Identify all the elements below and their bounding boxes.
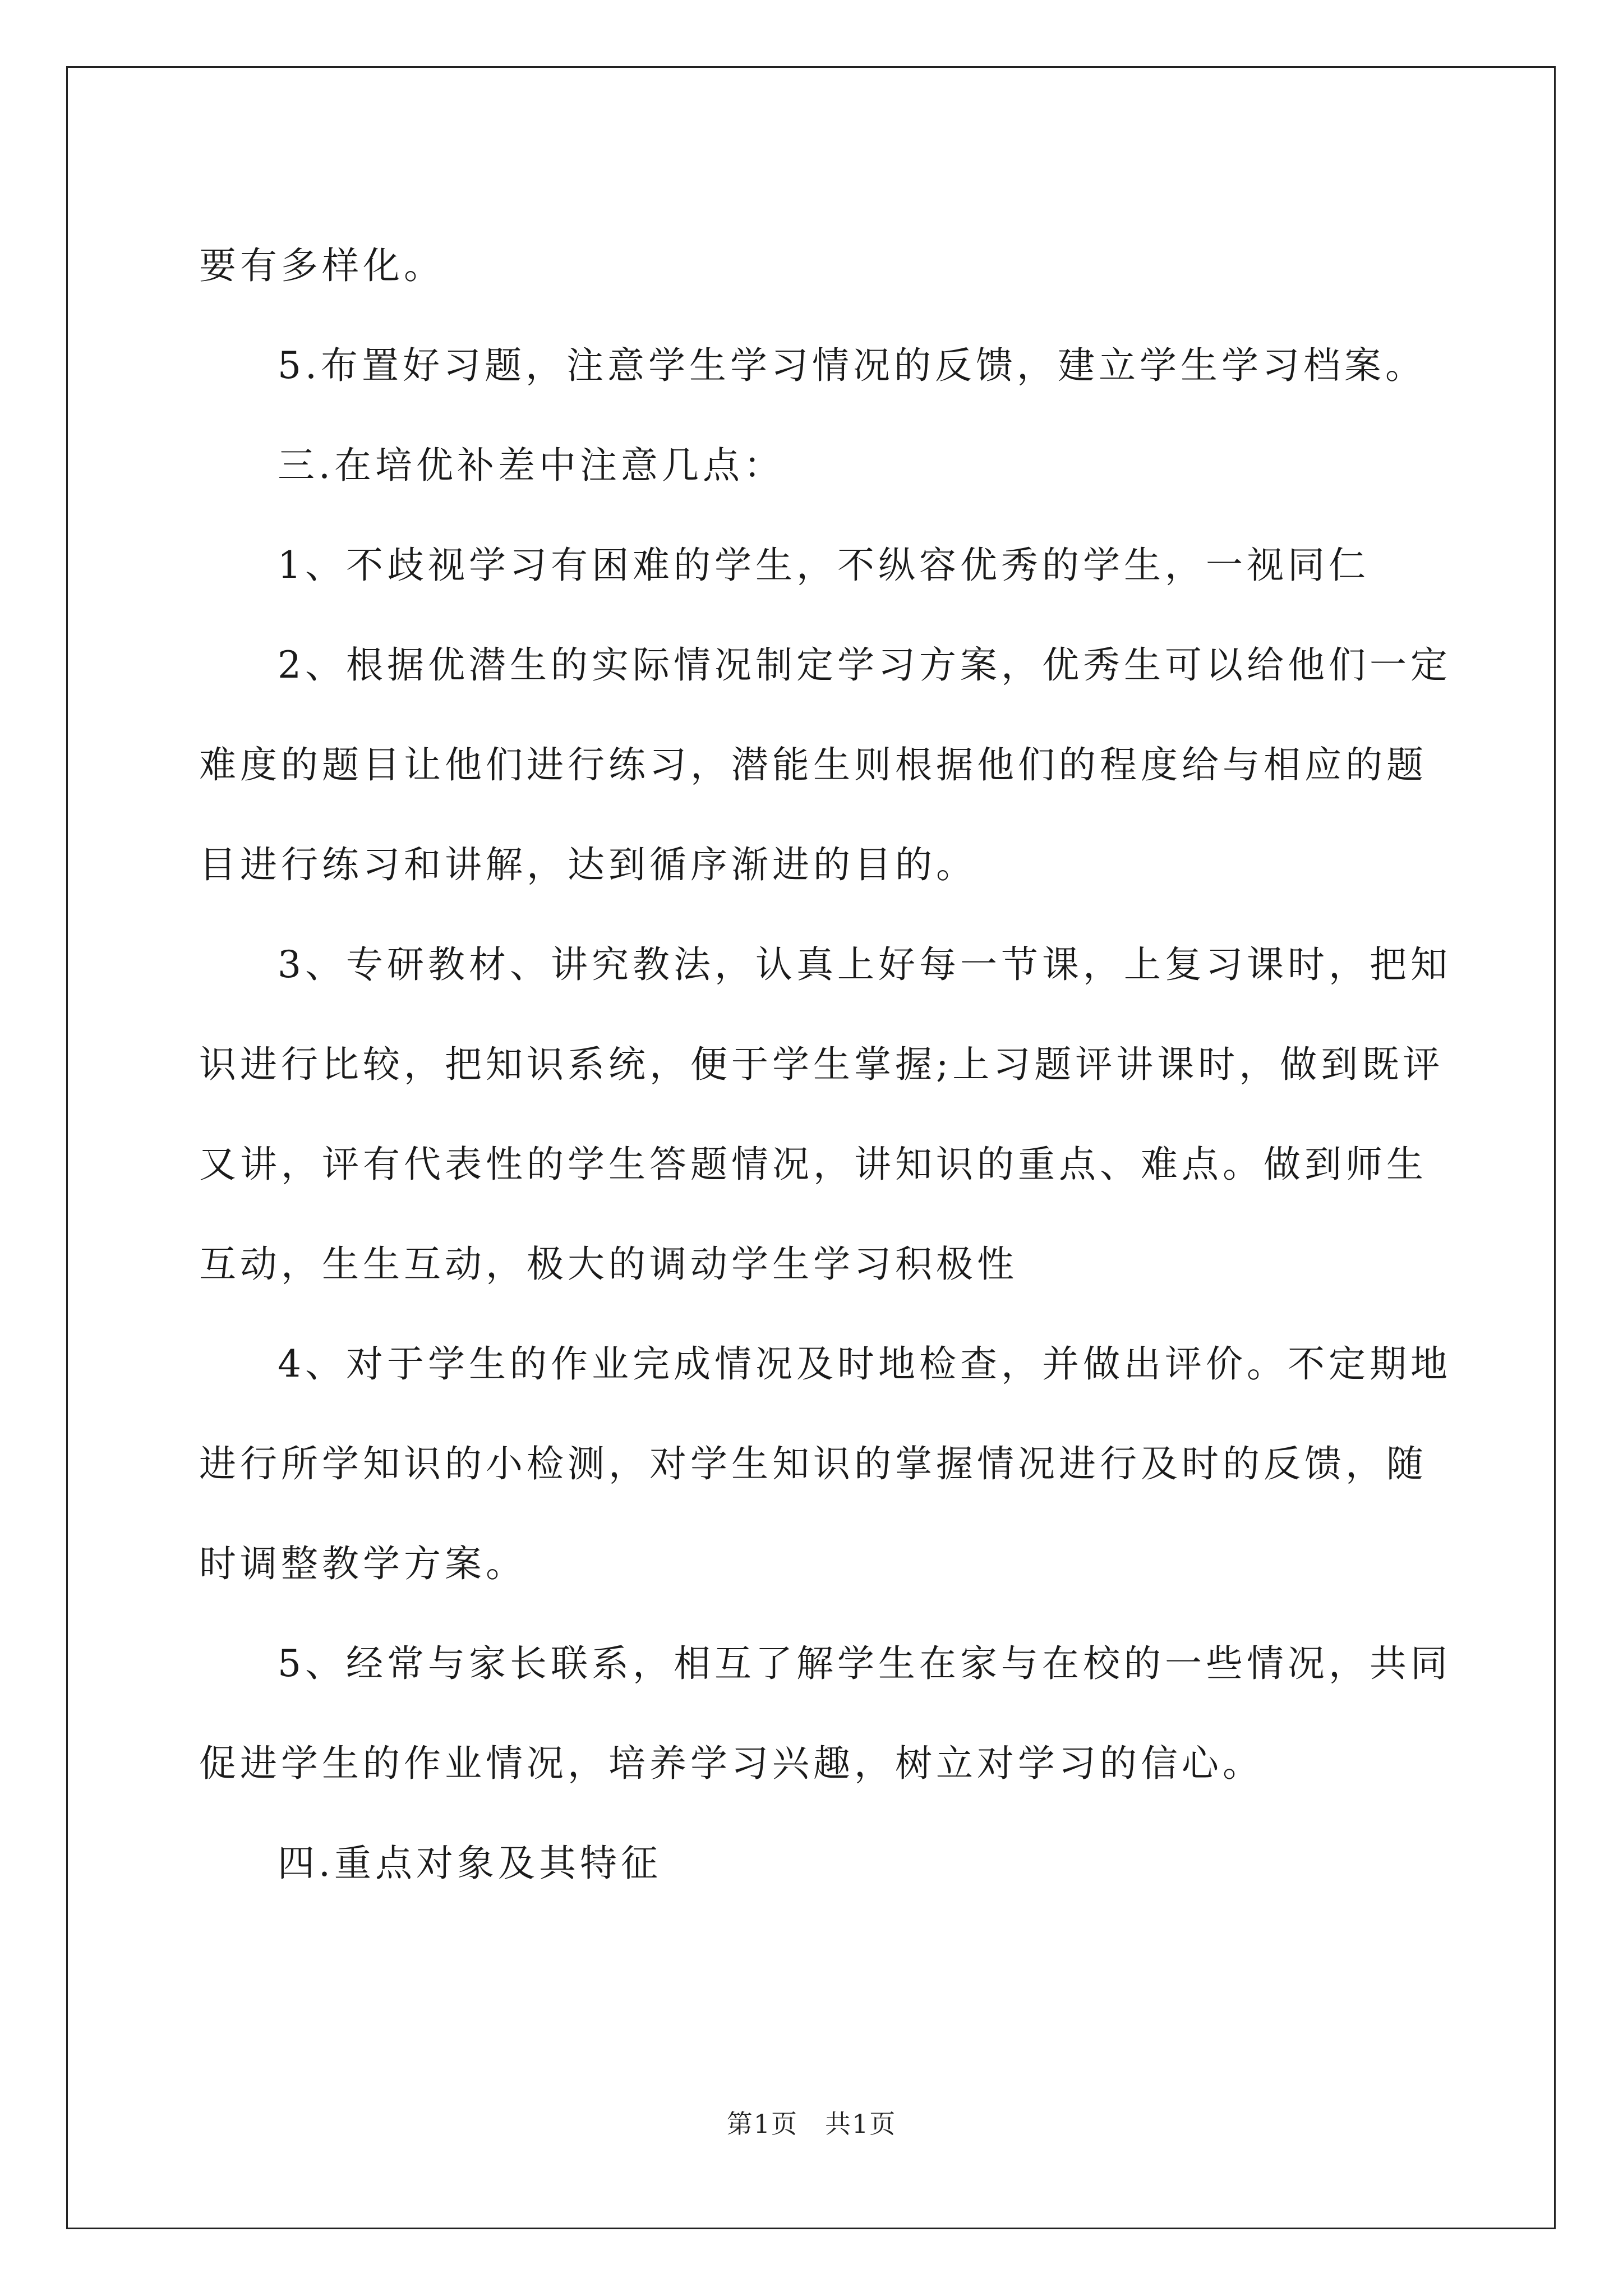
text-line: 时调整教学方案。 bbox=[199, 1542, 527, 1585]
section-heading: 三.在培优补差中注意几点： bbox=[278, 444, 785, 487]
section-heading: 四.重点对象及其特征 bbox=[278, 1842, 662, 1885]
text-line: 又讲，评有代表性的学生答题情况，讲知识的重点、难点。做到师生 bbox=[199, 1143, 1427, 1186]
text-line: 5、经常与家长联系，相互了解学生在家与在校的一些情况，共同 bbox=[278, 1642, 1451, 1685]
text-line: 目进行练习和讲解，达到循序渐进的目的。 bbox=[199, 843, 977, 886]
text-line: 2、根据优潜生的实际情况制定学习方案，优秀生可以给他们一定 bbox=[278, 643, 1451, 687]
text-line: 识进行比较，把知识系统，便于学生掌握;上习题评讲课时，做到既评 bbox=[199, 1043, 1444, 1086]
text-line: 进行所学知识的小检测，对学生知识的掌握情况进行及时的反馈，随 bbox=[199, 1442, 1427, 1485]
page-number-footer: 第1页 共1页 bbox=[726, 2109, 897, 2139]
text-line: 1、不歧视学习有困难的学生，不纵容优秀的学生，一视同仁 bbox=[278, 544, 1370, 587]
text-line: 4、对于学生的作业完成情况及时地检查，并做出评价。不定期地 bbox=[278, 1342, 1451, 1386]
text-line: 互动，生生互动，极大的调动学生学习积极性 bbox=[199, 1243, 1018, 1286]
text-line: 要有多样化。 bbox=[199, 244, 445, 287]
text-line: 3、专研教材、讲究教法，认真上好每一节课，上复习课时，把知 bbox=[278, 943, 1451, 986]
text-line: 难度的题目让他们进行练习，潜能生则根据他们的程度给与相应的题 bbox=[199, 743, 1427, 786]
text-line: 5.布置好习题，注意学生学习情况的反馈，建立学生学习档案。 bbox=[278, 344, 1426, 387]
text-line: 促进学生的作业情况，培养学习兴趣，树立对学习的信心。 bbox=[199, 1742, 1264, 1785]
document-body bbox=[199, 216, 1451, 1913]
